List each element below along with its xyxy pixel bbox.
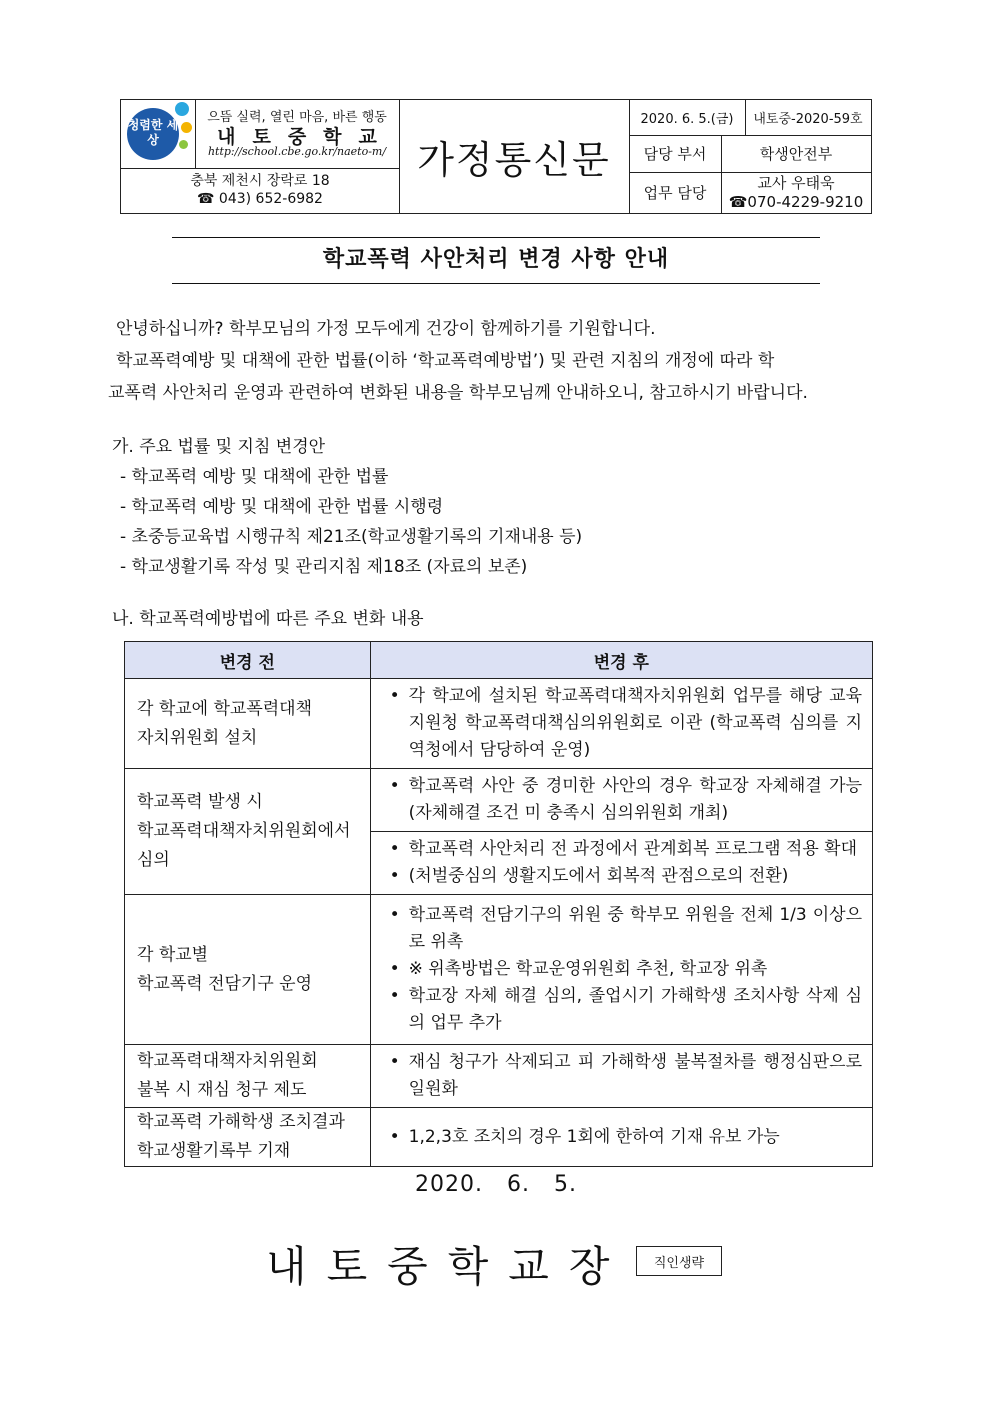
before-line: 학교폭력대책자치위원회 [137, 1051, 318, 1071]
school-address: 충북 제천시 장락로 18 [190, 173, 330, 189]
before-line: 학교폭력 전담기구 운영 [137, 973, 313, 994]
before-cell [125, 1108, 371, 1167]
after-item: (처벌중심의 생활지도에서 회복적 관점으로의 전환) [408, 866, 789, 886]
after-item: 학교폭력 사안 중 경미한 사안의 경우 학교장 자체해결 가능(자체해결 조건 미 충족시 심의위원회 개최) [408, 776, 862, 823]
dept-label: 담당 부서 [643, 145, 707, 163]
list-item: - 학교폭력 예방 및 대책에 관한 법률 시행령 [120, 497, 444, 517]
after-cell: • 1,2,3호 조치의 경우 1회에 한하여 기재 유보 가능 [370, 1108, 872, 1167]
after-cell: • 학교폭력 전담기구의 위원 중 학부모 위원을 전체 1/3 이상으로 위촉 • ※ 위촉방법은 학교운영위원회 추천, 학교장 위촉 • 학교장 자체 해결 심의, 졸업시기 가해학생 조치사항 삭제 심의 업무 추가 [370, 895, 872, 1045]
logo-text: 청렴한 세상 [127, 118, 179, 147]
before-line: 불복 시 재심 청구 제도 [137, 1080, 307, 1100]
before-cell [125, 769, 371, 895]
before-line: 학교폭력 발생 시 [137, 792, 263, 812]
before-cell [125, 895, 371, 1045]
staff-contact [721, 172, 871, 213]
before-line: 각 학교별 [137, 944, 209, 965]
section-b-heading: 나. 학교폭력예방법에 따른 주요 변화 내용 [112, 609, 424, 629]
staff-name: 교사 우태욱 [757, 173, 835, 192]
after-item: 학교장 자체 해결 심의, 졸업시기 가해학생 조치사항 삭제 심의 업무 추가 [408, 986, 862, 1033]
list-item: - 학교폭력 예방 및 대책에 관한 법률 [120, 467, 389, 487]
before-cell [125, 1045, 371, 1108]
school-motto: 으뜸 실력, 열린 마음, 바른 행동 [207, 110, 387, 125]
after-cell: • 학교폭력 사안 중 경미한 사안의 경우 학교장 자체해결 가능(자체해결 조건 미 충족시 심의위원회 개최) [370, 769, 872, 832]
before-line: 심의 [137, 850, 170, 870]
col-header-after: 변경 후 [370, 642, 872, 679]
table-row [125, 679, 873, 769]
school-name: 내토중학교 [217, 126, 394, 148]
after-cell: • 학교폭력 사안처리 전 과정에서 관계회복 프로그램 적용 확대 • (처벌중심의 생활지도에서 회복적 관점으로의 전환) [370, 832, 872, 895]
after-item: 재심 청구가 삭제되고 피 가해학생 불복절차를 행정심판으로 일원화 [408, 1052, 862, 1099]
document-type: 가정통신문 [417, 138, 611, 182]
changes-table [124, 641, 873, 1167]
school-contact [121, 172, 399, 208]
after-item: 각 학교에 설치된 학교폭력대책자치위원회 업무를 해당 교육지원청 학교폭력대책심의위원회로 이관 (학교폭력 심의를 지역청에서 담당하여 운영) [408, 686, 862, 760]
greeting: 안녕하십니까? 학부모님의 가정 모두에게 건강이 함께하기를 기원합니다. [116, 319, 656, 339]
after-item: 1,2,3호 조치의 경우 1회에 한하여 기재 유보 가능 [408, 1126, 780, 1147]
after-cell: • 재심 청구가 삭제되고 피 가해학생 불복절차를 행정심판으로 일원화 [370, 1045, 872, 1108]
before-line: 각 학교에 학교폭력대책 [137, 698, 313, 719]
issue-date: 2020. 6. 5. [415, 1172, 577, 1197]
before-line: 자치위원회 설치 [137, 727, 258, 748]
document-date: 2020. 6. 5.(금) [640, 112, 734, 127]
before-line: 학교폭력대책자치위원회에서 [137, 821, 351, 841]
list-item: - 초중등교육법 시행규칙 제21조(학교생활기록의 기재내용 등) [120, 527, 583, 547]
after-cell: • 각 학교에 설치된 학교폭력대책자치위원회 업무를 해당 교육지원청 학교폭력대책심의위원회로 이관 (학교폭력 심의를 지역청에서 담당하여 운영) [370, 679, 872, 769]
table-row [125, 895, 873, 1045]
table-row [125, 769, 873, 832]
letterhead [120, 99, 872, 214]
staff-label: 업무 담당 [643, 184, 707, 202]
table-row [125, 1045, 873, 1108]
document-number: 내토중-2020-59호 [753, 112, 863, 127]
principal-name: 내토중학교장 [266, 1242, 630, 1291]
list-item: - 학교생활기록 작성 및 관리지침 제18조 (자료의 보존) [120, 557, 528, 577]
staff-phone: ☎070-4229-9210 [728, 192, 864, 211]
before-line: 학교생활기록부 기재 [137, 1141, 291, 1161]
after-item: ※ 위촉방법은 학교운영위원회 추천, 학교장 위촉 [408, 959, 768, 979]
dept-value: 학생안전부 [759, 145, 833, 163]
page-title: 학교폭력 사안처리 변경 사항 안내 [322, 247, 670, 272]
intro-line-3: 교폭력 사안처리 운영과 관련하여 변화된 내용을 학부모님께 안내하오니, 참고하시기 바랍니다. [108, 383, 808, 403]
school-url[interactable]: http://school.cbe.go.kr/naeto-m/ [207, 145, 387, 158]
before-line: 학교폭력 가해학생 조치결과 [137, 1112, 345, 1132]
col-header-before: 변경 전 [125, 642, 371, 679]
table-row [125, 1108, 873, 1167]
section-a-heading: 가. 주요 법률 및 지침 변경안 [112, 437, 326, 457]
after-item: 학교폭력 사안처리 전 과정에서 관계회복 프로그램 적용 확대 [408, 839, 858, 859]
intro-line-2: 학교폭력예방 및 대책에 관한 법률(이하 ‘학교폭력예방법’) 및 관련 지침의 개정에 따라 학 [116, 351, 775, 371]
after-item: 학교폭력 전담기구의 위원 중 학부모 위원을 전체 1/3 이상으로 위촉 [408, 905, 862, 952]
table-header-row [125, 642, 873, 679]
before-cell [125, 679, 371, 769]
school-logo [121, 100, 195, 168]
seal-omitted: 직인생략 [636, 1246, 722, 1276]
school-phone: ☎ 043) 652-6982 [197, 191, 323, 207]
